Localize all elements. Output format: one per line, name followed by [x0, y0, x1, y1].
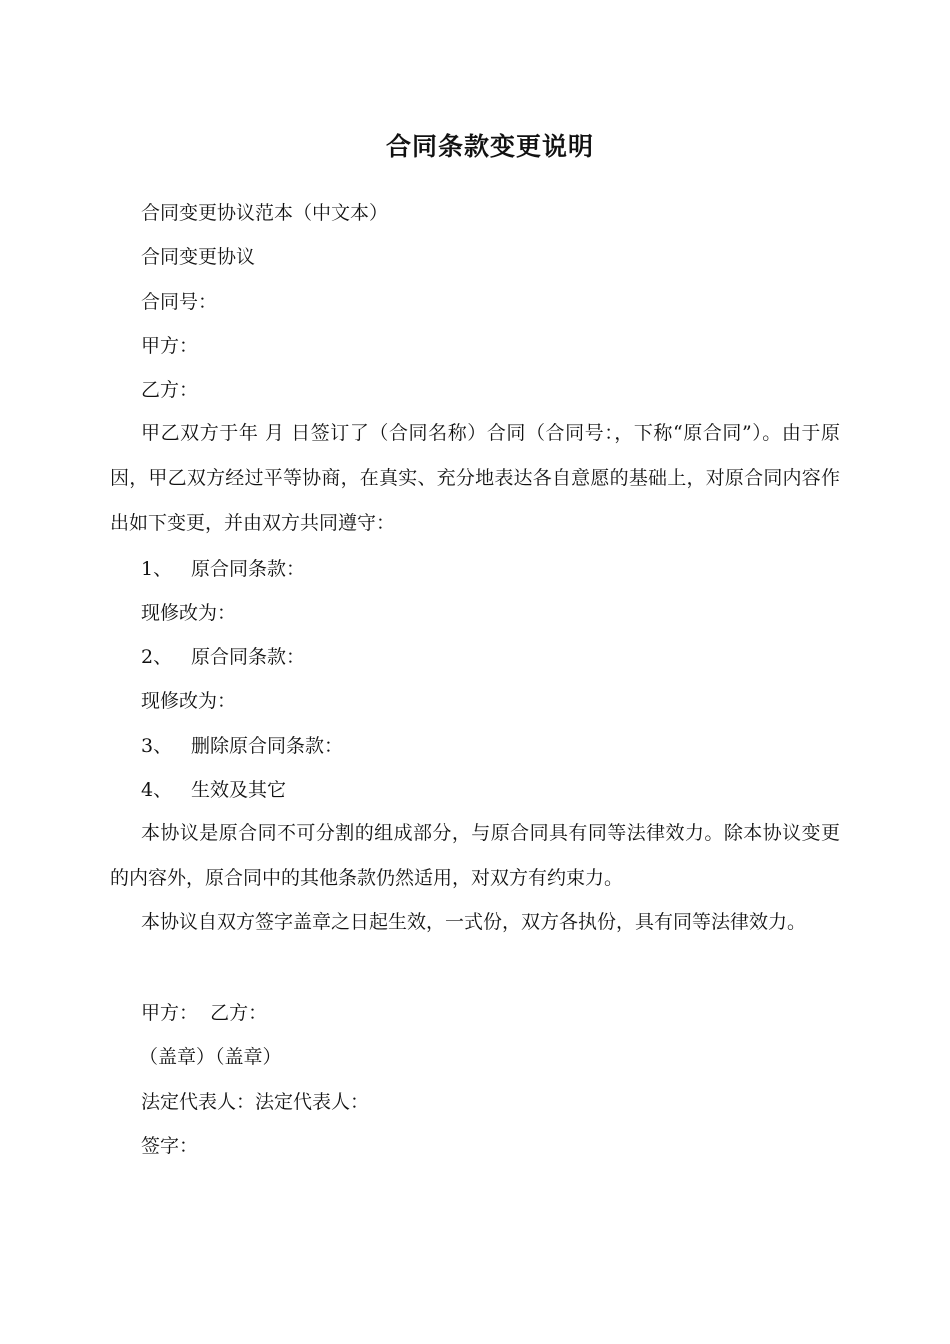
- effect-paragraph: 本协议是原合同不可分割的组成部分，与原合同具有同等法律效力。除本协议变更的内容外，原合同中的其他条款仍然适用，对双方有约束力。: [110, 822, 840, 889]
- intro-paragraph: 甲乙双方于年 月 日签订了（合同名称）合同（合同号：，下称“原合同”）。由于原因，甲乙双方经过平等协商，在真实、充分地表达各自意愿的基础上，对原合同内容作出如下变更，并由双方共同遵守：: [110, 422, 840, 534]
- signature-seals: （盖章）（盖章）: [139, 1046, 282, 1068]
- clause-text: 删除原合同条款：: [191, 735, 344, 757]
- clause-number: 1、: [141, 558, 173, 580]
- clause-text: 生效及其它: [191, 779, 287, 801]
- clause-number: 4、: [141, 779, 173, 801]
- modified-label-2: 现修改为：: [141, 690, 237, 712]
- clause-number: 3、: [141, 735, 173, 757]
- clause-item-1: [141, 557, 305, 581]
- party-b-label: 乙方：: [141, 379, 199, 401]
- modified-label-1: 现修改为：: [141, 602, 237, 624]
- clause-item-4: [141, 778, 286, 802]
- signature-representatives: 法定代表人：法定代表人：: [141, 1091, 370, 1113]
- clause-item-2: [141, 645, 305, 669]
- subtitle-template: 合同变更协议范本（中文本）: [141, 202, 389, 224]
- clause-item-3: [141, 734, 343, 758]
- clause-text: 原合同条款：: [191, 646, 306, 668]
- signing-paragraph: 本协议自双方签字盖章之日起生效，一式份，双方各执份，具有同等法律效力。: [141, 911, 807, 933]
- contract-number-label: 合同号：: [141, 291, 218, 313]
- signature-sign: 签字：: [141, 1135, 199, 1157]
- clause-text: 原合同条款：: [191, 558, 306, 580]
- page-title: 合同条款变更说明: [385, 132, 594, 161]
- signature-parties: 甲方： 乙方：: [141, 1002, 268, 1024]
- clause-number: 2、: [141, 646, 173, 668]
- subtitle-agreement: 合同变更协议: [141, 246, 256, 268]
- party-a-label: 甲方：: [141, 335, 199, 357]
